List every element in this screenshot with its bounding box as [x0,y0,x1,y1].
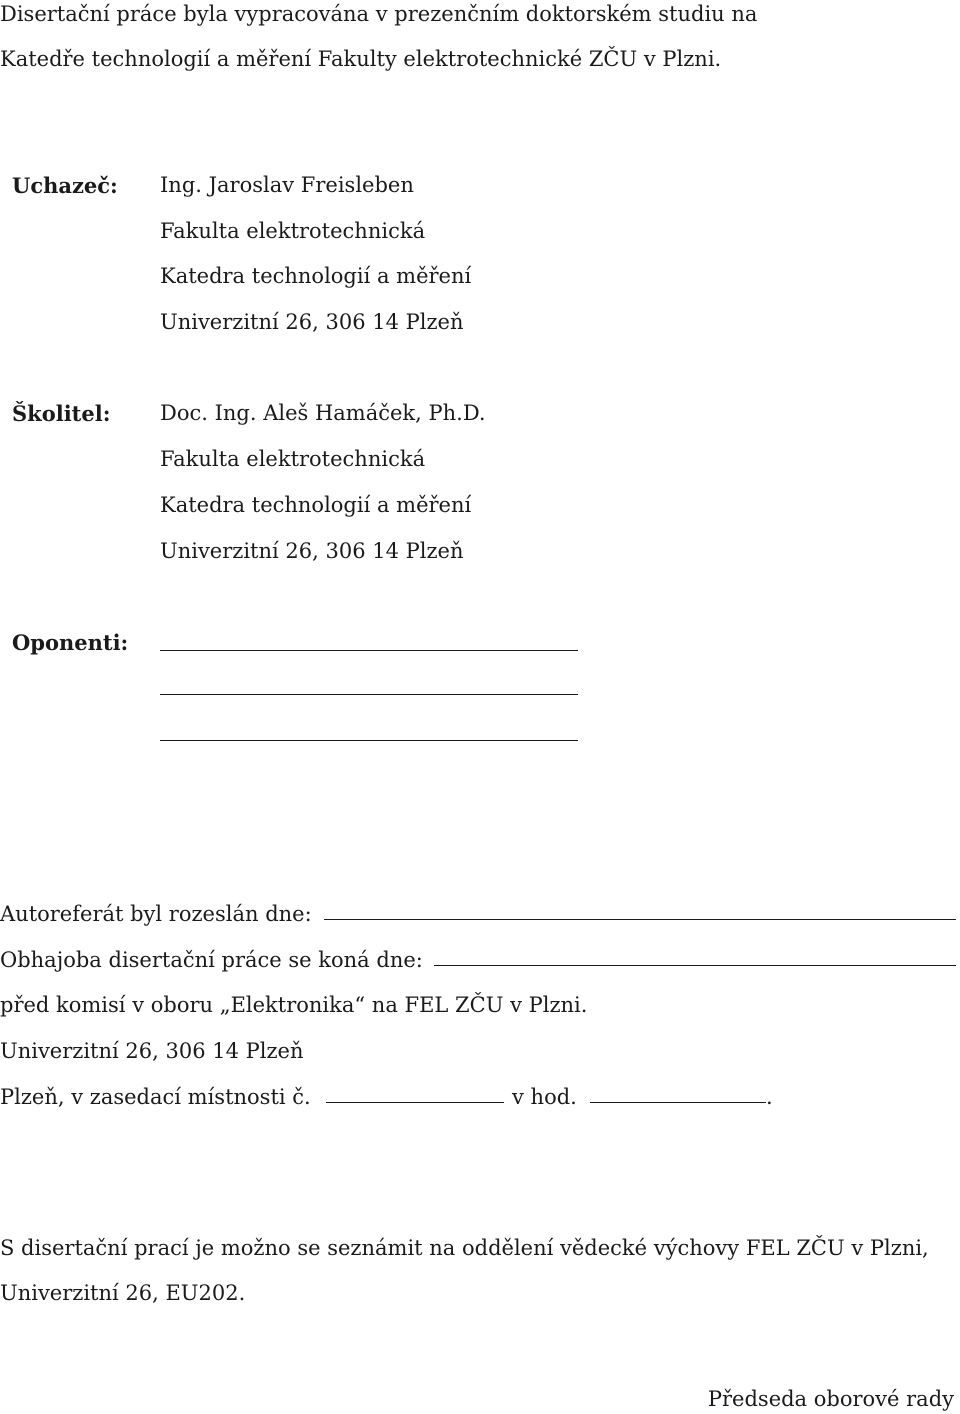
candidate-address: Univerzitní 26, 306 14 Plzeň [160,310,464,334]
opponent-blank-1 [160,650,578,651]
opponents-label: Oponenti: [12,630,129,655]
autoreferat-text: Autoreferát byl rozeslán dne: [0,902,312,926]
obhajoba-date-blank [434,965,956,966]
supervisor-faculty: Fakulta elektrotechnická [160,447,426,471]
obhajoba-text: Obhajoba disertační práce se koná dne: [0,948,423,972]
autoreferat-date-blank [324,919,956,920]
hour-period: . [766,1085,773,1109]
hour-blank [590,1102,766,1103]
place-text: Plzeň, v zasedací místnosti č. [0,1085,311,1109]
supervisor-address: Univerzitní 26, 306 14 Plzeň [160,539,464,563]
signature-text: Předseda oborové rady [707,1387,954,1411]
candidate-name: Ing. Jaroslav Freisleben [160,173,414,197]
opponent-blank-3 [160,740,578,741]
intro-line-2: Katedře technologií a měření Fakulty elektrotechnické ZČU v Plzni. [0,47,722,71]
footer-line-2: Univerzitní 26, EU202. [0,1281,246,1305]
supervisor-department: Katedra technologií a měření [160,493,472,517]
defense-address: Univerzitní 26, 306 14 Plzeň [0,1039,304,1063]
intro-line-1: Disertační práce byla vypracována v prezenčním doktorském studiu na [0,2,758,26]
opponent-blank-2 [160,694,578,695]
room-number-blank [326,1102,504,1103]
footer-line-1: S disertační prací je možno se seznámit na oddělení vědecké výchovy FEL ZČU v Plzni, [0,1236,929,1260]
candidate-department: Katedra technologií a měření [160,264,472,288]
candidate-faculty: Fakulta elektrotechnická [160,219,426,243]
candidate-label: Uchazeč: [12,173,118,198]
supervisor-label: Školitel: [12,401,111,426]
committee-text: před komisí v oboru „Elektronika“ na FEL ZČU v Plzni. [0,993,588,1017]
supervisor-name: Doc. Ing. Aleš Hamáček, Ph.D. [160,401,486,425]
hour-text: v hod. [512,1085,577,1109]
